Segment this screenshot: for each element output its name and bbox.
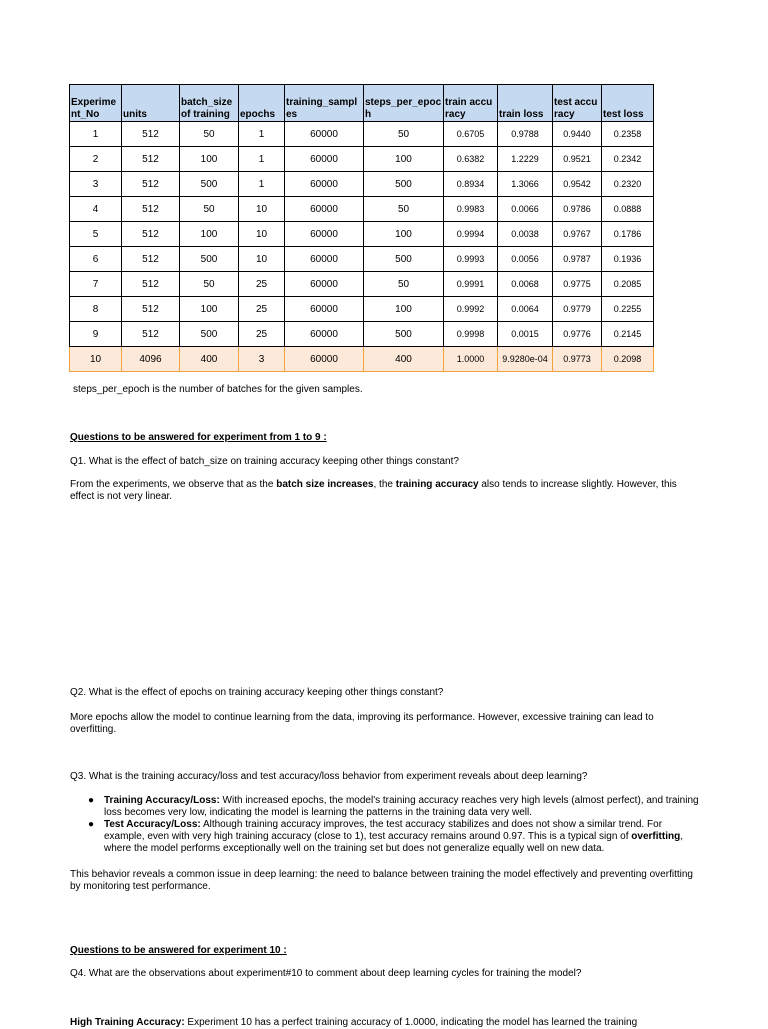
table-cell: 0.8934 xyxy=(444,172,498,197)
table-cell: 100 xyxy=(364,147,444,172)
table-cell: 400 xyxy=(180,347,239,372)
table-cell: 0.1936 xyxy=(602,247,654,272)
column-header: epochs xyxy=(239,85,285,122)
column-header: train loss xyxy=(498,85,553,122)
table-cell: 0.6705 xyxy=(444,122,498,147)
q4-question: Q4. What are the observations about experiment#10 to comment about deep learning cycles for training the model? xyxy=(70,968,582,979)
table-cell: 50 xyxy=(180,122,239,147)
q3-bullet2-overfitting: overfitting xyxy=(631,831,681,842)
column-header: test loss xyxy=(602,85,654,122)
table-cell: 512 xyxy=(122,297,180,322)
table-cell: 0.2342 xyxy=(602,147,654,172)
column-header: Experiment_No xyxy=(70,85,122,122)
table-cell: 0.9521 xyxy=(553,147,602,172)
table-row xyxy=(70,272,654,297)
table-cell: 10 xyxy=(239,197,285,222)
table-cell: 8 xyxy=(70,297,122,322)
table-cell: 50 xyxy=(180,197,239,222)
table-cell: 0.0015 xyxy=(498,322,553,347)
table-cell: 100 xyxy=(180,147,239,172)
q4-answer-label: High Training Accuracy: xyxy=(70,1017,185,1028)
q3-conclusion: This behavior reveals a common issue in deep learning: the need to balance between training the model effectively and preventing overfitting by monitoring test performance. xyxy=(70,869,693,892)
table-cell: 25 xyxy=(239,272,285,297)
table-cell: 1 xyxy=(239,172,285,197)
table-cell: 50 xyxy=(364,122,444,147)
table-cell: 0.0888 xyxy=(602,197,654,222)
q3-bullet2-text: Although training accuracy improves, the test accuracy stabilizes and does not show a similar trend. For example, even with very high training accuracy (close to 1), test accuracy remains around 0.97. This is a typical sign of xyxy=(104,819,663,842)
q3-bullet2-post: , where the model performs exceptionally well on the training set but does not generalize equally well on new data. xyxy=(104,831,683,854)
table-cell: 60000 xyxy=(285,172,364,197)
table-cell: 1.3066 xyxy=(498,172,553,197)
table-cell: 500 xyxy=(180,322,239,347)
q3-bullet-training xyxy=(88,795,700,819)
table-cell: 9.9280e-04 xyxy=(498,347,553,372)
column-header: test accuracy xyxy=(553,85,602,122)
table-cell: 2 xyxy=(70,147,122,172)
table-cell: 1.2229 xyxy=(498,147,553,172)
table-cell: 0.9542 xyxy=(553,172,602,197)
q2-question: Q2. What is the effect of epochs on training accuracy keeping other things constant? xyxy=(70,687,444,698)
table-cell: 512 xyxy=(122,222,180,247)
table-cell: 0.9775 xyxy=(553,272,602,297)
table-cell: 9 xyxy=(70,322,122,347)
table-cell: 0.9779 xyxy=(553,297,602,322)
table-cell: 500 xyxy=(364,172,444,197)
table-cell: 100 xyxy=(364,297,444,322)
section-heading-10: Questions to be answered for experiment 10 : xyxy=(70,945,287,956)
table-cell: 1 xyxy=(239,122,285,147)
table-cell: 25 xyxy=(239,322,285,347)
column-header: batch_size of training xyxy=(180,85,239,122)
q3-bullet1-text: With increased epochs, the model's training accuracy reaches very high levels (almost perfect), and training loss becomes very low, indicating the model is learning the patterns in the training data very well. xyxy=(104,795,699,818)
table-cell: 100 xyxy=(364,222,444,247)
table-cell: 0.0068 xyxy=(498,272,553,297)
table-row xyxy=(70,347,654,372)
table-cell: 500 xyxy=(180,172,239,197)
q4-answer-partial xyxy=(70,1017,700,1029)
results-table xyxy=(69,84,654,372)
table-row xyxy=(70,122,654,147)
q3-bullet-list xyxy=(88,795,700,855)
table-cell: 512 xyxy=(122,247,180,272)
table-cell: 100 xyxy=(180,222,239,247)
table-body xyxy=(70,122,654,372)
table-cell: 0.9983 xyxy=(444,197,498,222)
table-cell: 0.0066 xyxy=(498,197,553,222)
table-cell: 3 xyxy=(239,347,285,372)
q1-answer-text-1: From the experiments, we observe that as the xyxy=(70,479,277,490)
table-cell: 10 xyxy=(239,247,285,272)
table-cell: 4 xyxy=(70,197,122,222)
q1-answer-text-2: , the xyxy=(373,479,396,490)
table-cell: 60000 xyxy=(285,272,364,297)
table-cell: 0.2098 xyxy=(602,347,654,372)
q3-bullet2-label: Test Accuracy/Loss: xyxy=(104,819,201,830)
table-cell: 512 xyxy=(122,322,180,347)
table-cell: 512 xyxy=(122,147,180,172)
table-cell: 512 xyxy=(122,172,180,197)
table-row xyxy=(70,172,654,197)
table-cell: 0.9767 xyxy=(553,222,602,247)
table-cell: 60000 xyxy=(285,347,364,372)
table-cell: 100 xyxy=(180,297,239,322)
table-cell: 0.0064 xyxy=(498,297,553,322)
table-cell: 0.0038 xyxy=(498,222,553,247)
table-cell: 0.2255 xyxy=(602,297,654,322)
table-cell: 10 xyxy=(239,222,285,247)
table-header-row xyxy=(70,85,654,122)
table-cell: 500 xyxy=(180,247,239,272)
table-cell: 7 xyxy=(70,272,122,297)
table-cell: 60000 xyxy=(285,147,364,172)
table-cell: 1 xyxy=(70,122,122,147)
table-row xyxy=(70,197,654,222)
table-cell: 0.9994 xyxy=(444,222,498,247)
q1-answer-text-3: also tends to increase slightly. However, this effect is not very linear. xyxy=(70,479,677,502)
table-cell: 0.9776 xyxy=(553,322,602,347)
table-cell: 6 xyxy=(70,247,122,272)
table-cell: 60000 xyxy=(285,197,364,222)
table-cell: 0.2358 xyxy=(602,122,654,147)
section-heading-1-9: Questions to be answered for experiment from 1 to 9 : xyxy=(70,432,327,443)
q1-question: Q1. What is the effect of batch_size on training accuracy keeping other things constant? xyxy=(70,456,459,467)
q2-answer: More epochs allow the model to continue learning from the data, improving its performance. However, excessive training can lead to overfitting. xyxy=(70,712,654,735)
table-cell: 0.9786 xyxy=(553,197,602,222)
q1-answer-bold-batch: batch size increases xyxy=(276,479,374,490)
column-header: training_samples xyxy=(285,85,364,122)
table-cell: 0.0056 xyxy=(498,247,553,272)
table-row xyxy=(70,247,654,272)
table-cell: 0.9773 xyxy=(553,347,602,372)
table-cell: 512 xyxy=(122,272,180,297)
table-row xyxy=(70,322,654,347)
bullet-icon: ● xyxy=(88,819,95,830)
table-cell: 60000 xyxy=(285,297,364,322)
table-cell: 400 xyxy=(364,347,444,372)
table-row xyxy=(70,147,654,172)
steps-note: steps_per_epoch is the number of batches for the given samples. xyxy=(73,384,363,395)
table-cell: 10 xyxy=(70,347,122,372)
q3-bullet-test xyxy=(88,819,700,855)
table-row xyxy=(70,297,654,322)
table-cell: 50 xyxy=(364,272,444,297)
column-header: steps_per_epoch xyxy=(364,85,444,122)
table-cell: 500 xyxy=(364,247,444,272)
q3-question: Q3. What is the training accuracy/loss and test accuracy/loss behavior from experiment reveals about deep learning? xyxy=(70,771,588,782)
table-cell: 60000 xyxy=(285,222,364,247)
q4-answer-text: Experiment 10 has a perfect training accuracy of 1.0000, indicating the model has learned the training xyxy=(184,1017,638,1028)
column-header: train accuracy xyxy=(444,85,498,122)
table-cell: 0.2320 xyxy=(602,172,654,197)
table-cell: 0.9991 xyxy=(444,272,498,297)
table-cell: 0.9998 xyxy=(444,322,498,347)
q1-answer-bold-accuracy: training accuracy xyxy=(395,479,479,490)
table-cell: 60000 xyxy=(285,247,364,272)
table-cell: 0.2085 xyxy=(602,272,654,297)
table-cell: 50 xyxy=(364,197,444,222)
table-cell: 60000 xyxy=(285,122,364,147)
table-cell: 0.9788 xyxy=(498,122,553,147)
table-cell: 0.6382 xyxy=(444,147,498,172)
table-cell: 1.0000 xyxy=(444,347,498,372)
q1-answer xyxy=(70,479,700,503)
table-cell: 4096 xyxy=(122,347,180,372)
table-cell: 500 xyxy=(364,322,444,347)
table-cell: 25 xyxy=(239,297,285,322)
column-header: units xyxy=(122,85,180,122)
table-cell: 3 xyxy=(70,172,122,197)
table-cell: 1 xyxy=(239,147,285,172)
table-cell: 512 xyxy=(122,122,180,147)
table-cell: 0.9993 xyxy=(444,247,498,272)
table-cell: 0.2145 xyxy=(602,322,654,347)
table-cell: 5 xyxy=(70,222,122,247)
bullet-icon: ● xyxy=(88,795,95,806)
table-cell: 0.9992 xyxy=(444,297,498,322)
table-cell: 512 xyxy=(122,197,180,222)
q3-bullet1-label: Training Accuracy/Loss: xyxy=(104,795,220,806)
table-cell: 0.9787 xyxy=(553,247,602,272)
table-cell: 0.9440 xyxy=(553,122,602,147)
table-row xyxy=(70,222,654,247)
table-cell: 60000 xyxy=(285,322,364,347)
table-cell: 50 xyxy=(180,272,239,297)
table-cell: 0.1786 xyxy=(602,222,654,247)
